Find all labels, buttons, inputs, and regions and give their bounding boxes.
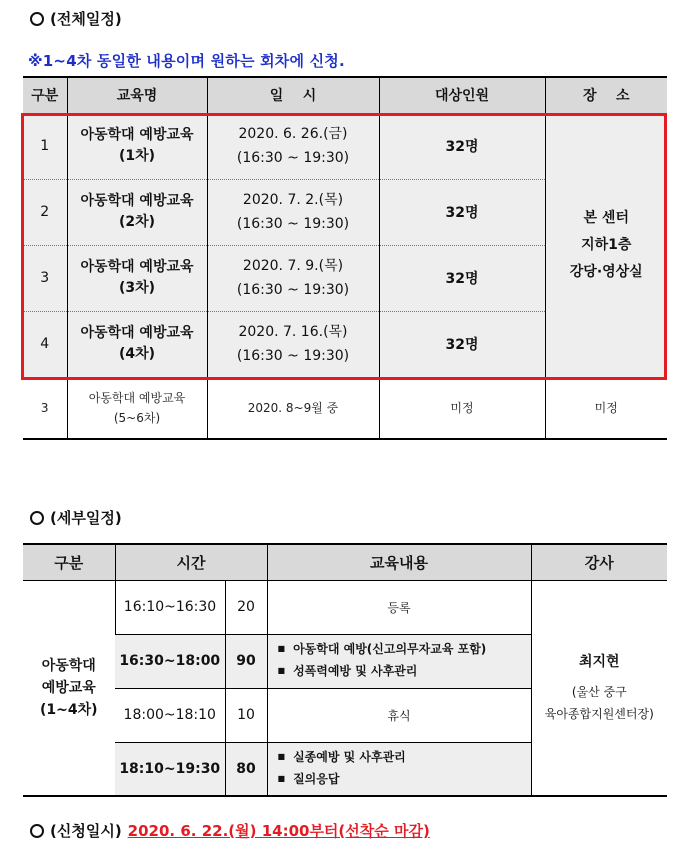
time-range: 16:10~16:30 bbox=[115, 580, 225, 634]
header-content: 교육내용 bbox=[267, 544, 531, 580]
course-name: 아동학대 예방교육 (2차) bbox=[67, 179, 207, 245]
row-number: 3 bbox=[40, 400, 49, 415]
circle-bullet-icon bbox=[30, 824, 44, 838]
list-item: ■ 성폭력예방 및 사후관리 bbox=[278, 661, 531, 683]
overall-schedule-heading bbox=[30, 8, 122, 29]
capacity: 32명 bbox=[379, 113, 545, 179]
lecturer-cell bbox=[531, 580, 667, 796]
location-cell: 본 센터 지하1층 강당·영상실 bbox=[545, 113, 667, 377]
table-header-row bbox=[23, 77, 667, 113]
course-name: 아동학대 예방교육 (5~6차) bbox=[67, 377, 207, 439]
table-row bbox=[23, 580, 667, 634]
schedule-date: 2020. 7. 2.(목) (16:30 ~ 19:30) bbox=[207, 179, 379, 245]
table-row-extra bbox=[23, 377, 667, 439]
location: 미정 bbox=[545, 377, 667, 439]
list-item: ■ 실종예방 및 사후관리 bbox=[278, 747, 531, 769]
capacity: 32명 bbox=[379, 245, 545, 311]
duration-minutes: 80 bbox=[225, 742, 267, 796]
list-item: ■ 아동학대 예방(신고의무자교육 포함) bbox=[278, 639, 531, 661]
course-name: 아동학대 예방교육 (1차) bbox=[67, 113, 207, 179]
header-capacity: 대상인원 bbox=[379, 77, 545, 113]
schedule-date: 2020. 7. 9.(목) (16:30 ~ 19:30) bbox=[207, 245, 379, 311]
duration-minutes: 20 bbox=[225, 580, 267, 634]
table-header-row bbox=[23, 544, 667, 580]
header-time: 시간 bbox=[115, 544, 267, 580]
lecturer-org: 육아종합지원센터장) bbox=[544, 706, 654, 721]
list-item: ■ 질의응답 bbox=[278, 769, 531, 791]
circle-bullet-icon bbox=[30, 12, 44, 26]
time-range: 18:10~19:30 bbox=[115, 742, 225, 796]
overall-schedule-table bbox=[23, 76, 667, 440]
header-category: 구분 bbox=[23, 544, 115, 580]
notice-text: ※1~4차 동일한 내용이며 원하는 회차에 신청. bbox=[28, 52, 345, 70]
capacity: 32명 bbox=[379, 179, 545, 245]
row-number: 2 bbox=[23, 179, 67, 245]
content-list bbox=[267, 634, 531, 688]
time-range: 18:00~18:10 bbox=[115, 688, 225, 742]
detail-schedule-heading bbox=[30, 507, 122, 528]
detail-schedule-title: (세부일정) bbox=[50, 509, 122, 527]
capacity: 미정 bbox=[379, 377, 545, 439]
row-number: 4 bbox=[23, 311, 67, 377]
capacity: 32명 bbox=[379, 311, 545, 377]
schedule-date: 2020. 6. 26.(금) (16:30 ~ 19:30) bbox=[207, 113, 379, 179]
schedule-date: 2020. 8~9월 중 bbox=[207, 377, 379, 439]
apply-heading: (신청일시) bbox=[50, 822, 122, 840]
lecturer-name: 최지현 bbox=[578, 653, 620, 670]
schedule-date: 2020. 7. 16.(목) (16:30 ~ 19:30) bbox=[207, 311, 379, 377]
detail-schedule-table bbox=[23, 543, 667, 797]
apply-date-line bbox=[30, 820, 430, 841]
course-name: 아동학대 예방교육 (3차) bbox=[67, 245, 207, 311]
header-category: 구분 bbox=[23, 77, 67, 113]
content: 등록 bbox=[267, 580, 531, 634]
header-lecturer: 강사 bbox=[531, 544, 667, 580]
header-location: 장 소 bbox=[545, 77, 667, 113]
table-row bbox=[23, 113, 667, 179]
duration-minutes: 10 bbox=[225, 688, 267, 742]
overall-schedule-title: (전체일정) bbox=[50, 10, 122, 28]
content-list bbox=[267, 742, 531, 796]
header-datetime: 일 시 bbox=[207, 77, 379, 113]
apply-date-text: 2020. 6. 22.(월) 14:00부터(선착순 마감) bbox=[127, 822, 430, 840]
program-name: 아동학대 예방교육 (1~4차) bbox=[23, 580, 115, 796]
time-range: 16:30~18:00 bbox=[115, 634, 225, 688]
header-course: 교육명 bbox=[67, 77, 207, 113]
row-number: 1 bbox=[23, 113, 67, 179]
duration-minutes: 90 bbox=[225, 634, 267, 688]
course-name: 아동학대 예방교육 (4차) bbox=[67, 311, 207, 377]
content: 휴식 bbox=[267, 688, 531, 742]
lecturer-org: (울산 중구 bbox=[571, 684, 627, 699]
row-number: 3 bbox=[23, 245, 67, 311]
circle-bullet-icon bbox=[30, 511, 44, 525]
